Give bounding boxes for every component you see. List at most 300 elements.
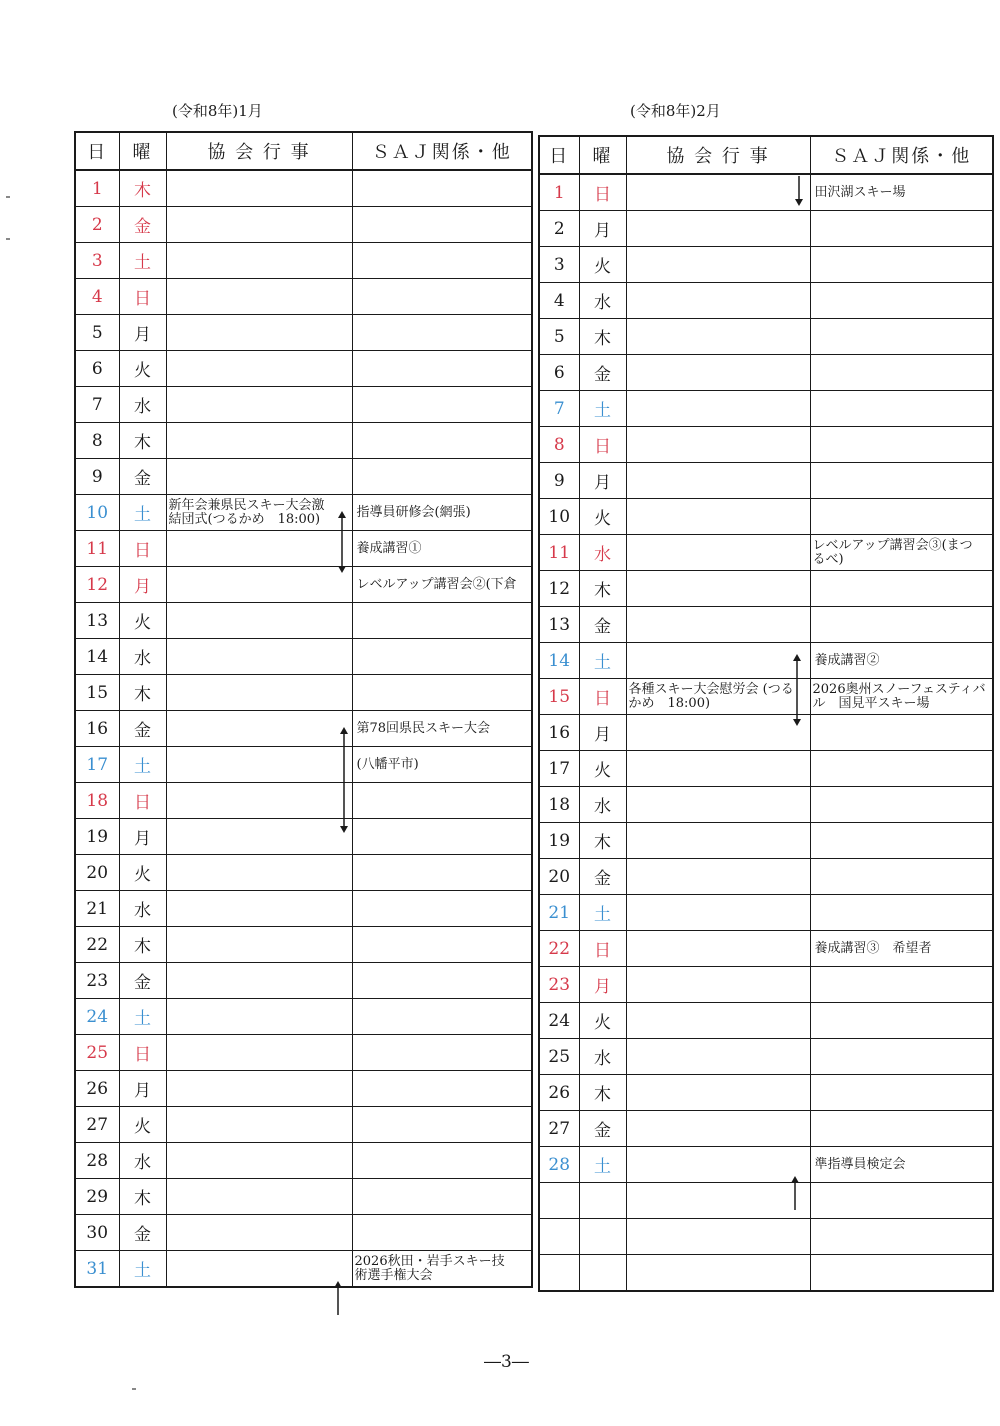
association-event-cell (626, 607, 810, 643)
weekday-cell: 月 (579, 715, 626, 751)
saj-event-cell (352, 891, 532, 927)
weekday-cell: 水 (579, 535, 626, 571)
table-row (539, 319, 993, 355)
association-event-cell (166, 1215, 352, 1251)
association-event-cell (166, 423, 352, 459)
day-cell: 22 (75, 927, 119, 963)
header-association-events: 協 会 行 事 (626, 136, 810, 174)
weekday-cell (579, 1255, 626, 1292)
day-cell: 8 (539, 427, 579, 463)
weekday-cell: 水 (119, 891, 166, 927)
day-cell: 3 (75, 243, 119, 279)
association-event-cell (166, 819, 352, 855)
saj-event-cell (352, 279, 532, 315)
arrow-jan-31 (332, 1281, 344, 1315)
table-row (75, 747, 532, 783)
day-cell: 7 (75, 387, 119, 423)
day-cell: 5 (75, 315, 119, 351)
scan-speck (6, 238, 10, 240)
table-row (539, 1147, 993, 1183)
saj-event-cell (810, 607, 993, 643)
association-event-cell (166, 639, 352, 675)
association-event-cell (166, 927, 352, 963)
weekday-cell: 土 (579, 895, 626, 931)
saj-event-cell (352, 495, 532, 531)
event-text: 準指導員検定会 (814, 1157, 906, 1172)
weekday-cell: 日 (579, 174, 626, 211)
header-association-events: 協 会 行 事 (166, 132, 352, 170)
saj-event-cell (810, 355, 993, 391)
header-row (75, 132, 532, 170)
table-row (539, 391, 993, 427)
day-cell: 27 (539, 1111, 579, 1147)
weekday-cell: 水 (119, 1143, 166, 1179)
day-cell: 13 (75, 603, 119, 639)
association-event-cell (166, 783, 352, 819)
table-row (75, 675, 532, 711)
day-cell: 21 (75, 891, 119, 927)
association-event-cell (626, 174, 810, 211)
saj-event-cell (810, 859, 993, 895)
day-cell: 24 (539, 1003, 579, 1039)
association-event-cell (626, 715, 810, 751)
table-row (75, 495, 532, 531)
day-cell: 29 (75, 1179, 119, 1215)
header-weekday: 曜 (119, 132, 166, 170)
event-text: ル 国見平スキー場 (812, 695, 930, 711)
february-title: (令和8年)2月 (630, 102, 721, 120)
weekday-cell: 土 (119, 495, 166, 531)
association-event-cell (626, 427, 810, 463)
event-text: 田沢湖スキー場 (814, 185, 906, 200)
saj-event-cell (352, 1215, 532, 1251)
saj-event-cell (810, 1039, 993, 1075)
weekday-cell: 土 (579, 391, 626, 427)
february-calendar-table (538, 135, 994, 1292)
table-row (75, 999, 532, 1035)
arrow-feb-1 (793, 176, 805, 206)
association-event-cell (166, 459, 352, 495)
saj-event-cell (352, 747, 532, 783)
day-cell: 26 (539, 1075, 579, 1111)
header-day: 日 (539, 136, 579, 174)
saj-event-cell (352, 1143, 532, 1179)
saj-event-cell (810, 931, 993, 967)
association-event-cell (626, 1183, 810, 1219)
weekday-cell: 火 (119, 603, 166, 639)
event-text: 養成講習① (356, 541, 422, 556)
association-event-cell (166, 747, 352, 783)
event-text: 2026奥州スノーフェスティバ (812, 681, 986, 697)
weekday-cell: 月 (119, 315, 166, 351)
weekday-cell: 木 (579, 319, 626, 355)
association-event-cell (626, 1147, 810, 1183)
weekday-cell: 日 (119, 783, 166, 819)
header-weekday: 曜 (579, 136, 626, 174)
day-cell: 28 (539, 1147, 579, 1183)
weekday-cell: 水 (579, 1039, 626, 1075)
weekday-cell: 月 (119, 567, 166, 603)
weekday-cell: 月 (579, 967, 626, 1003)
table-row (75, 1143, 532, 1179)
association-event-cell (626, 499, 810, 535)
table-row (75, 963, 532, 999)
day-cell: 26 (75, 1071, 119, 1107)
weekday-cell: 日 (119, 1035, 166, 1071)
saj-event-cell (810, 463, 993, 499)
day-cell: 17 (75, 747, 119, 783)
saj-event-cell (352, 603, 532, 639)
event-text: るべ) (812, 551, 844, 567)
table-row (539, 895, 993, 931)
association-event-cell (626, 535, 810, 571)
weekday-cell: 日 (119, 531, 166, 567)
saj-event-cell (810, 967, 993, 1003)
saj-event-cell (352, 999, 532, 1035)
weekday-cell: 火 (579, 247, 626, 283)
association-event-cell (166, 855, 352, 891)
day-cell: 4 (75, 279, 119, 315)
association-event-cell (166, 999, 352, 1035)
weekday-cell: 水 (119, 639, 166, 675)
saj-event-cell (352, 819, 532, 855)
association-event-cell (626, 355, 810, 391)
table-row (75, 855, 532, 891)
weekday-cell: 金 (119, 207, 166, 243)
table-row (75, 1107, 532, 1143)
association-event-cell (166, 1251, 352, 1288)
table-row (75, 891, 532, 927)
day-cell: 14 (75, 639, 119, 675)
header-row (539, 136, 993, 174)
saj-event-cell (810, 535, 993, 571)
saj-event-cell (352, 963, 532, 999)
weekday-cell: 月 (119, 819, 166, 855)
arrow-jan-16-18 (338, 727, 350, 833)
association-event-cell (626, 463, 810, 499)
table-row (539, 535, 993, 571)
saj-event-cell (352, 1179, 532, 1215)
table-row (75, 387, 532, 423)
weekday-cell: 金 (579, 1111, 626, 1147)
saj-event-cell (352, 675, 532, 711)
association-event-cell (166, 387, 352, 423)
saj-event-cell (810, 679, 993, 715)
saj-event-cell (810, 391, 993, 427)
weekday-cell (579, 1183, 626, 1219)
association-event-cell (626, 1075, 810, 1111)
day-cell: 2 (75, 207, 119, 243)
weekday-cell (579, 1219, 626, 1255)
table-row (539, 1255, 993, 1292)
weekday-cell: 土 (119, 243, 166, 279)
association-event-cell (166, 567, 352, 603)
arrow-jan-10-11 (336, 511, 348, 573)
table-row (539, 931, 993, 967)
day-cell: 12 (75, 567, 119, 603)
day-cell: 18 (539, 787, 579, 823)
table-row (75, 351, 532, 387)
association-event-cell (166, 675, 352, 711)
scan-speck (6, 196, 10, 198)
day-cell: 10 (75, 495, 119, 531)
weekday-cell: 土 (119, 747, 166, 783)
table-row (539, 643, 993, 679)
event-text: かめ 18:00) (628, 695, 711, 711)
weekday-cell: 日 (579, 427, 626, 463)
day-cell: 20 (75, 855, 119, 891)
weekday-cell: 金 (119, 459, 166, 495)
day-cell: 6 (539, 355, 579, 391)
day-cell: 4 (539, 283, 579, 319)
table-row (75, 207, 532, 243)
table-row (75, 1215, 532, 1251)
weekday-cell: 月 (579, 463, 626, 499)
association-event-cell (166, 243, 352, 279)
table-row (539, 427, 993, 463)
february-rows (539, 174, 993, 1291)
january-title: (令和8年)1月 (172, 102, 263, 120)
association-event-cell (166, 351, 352, 387)
day-cell: 31 (75, 1251, 119, 1288)
saj-event-cell (810, 787, 993, 823)
association-event-cell (626, 1111, 810, 1147)
table-row (75, 1251, 532, 1288)
weekday-cell: 日 (579, 679, 626, 715)
saj-event-cell (810, 283, 993, 319)
association-event-cell (626, 1003, 810, 1039)
weekday-cell: 月 (579, 211, 626, 247)
association-event-cell (626, 895, 810, 931)
saj-event-cell (810, 1255, 993, 1292)
day-cell: 12 (539, 571, 579, 607)
day-cell: 14 (539, 643, 579, 679)
weekday-cell: 火 (119, 351, 166, 387)
table-row (539, 1003, 993, 1039)
table-row (539, 1039, 993, 1075)
table-row (75, 243, 532, 279)
event-text: 養成講習③ 希望者 (814, 941, 932, 956)
saj-event-cell (352, 1071, 532, 1107)
association-event-cell (626, 391, 810, 427)
day-cell: 6 (75, 351, 119, 387)
weekday-cell: 金 (579, 355, 626, 391)
association-event-cell (166, 711, 352, 747)
saj-event-cell (810, 319, 993, 355)
saj-event-cell (352, 567, 532, 603)
saj-event-cell (352, 927, 532, 963)
weekday-cell: 金 (579, 859, 626, 895)
table-row (539, 823, 993, 859)
table-row (75, 1035, 532, 1071)
table-row (539, 571, 993, 607)
day-cell: 13 (539, 607, 579, 643)
weekday-cell: 日 (579, 931, 626, 967)
table-row (539, 174, 993, 211)
weekday-cell: 金 (119, 1215, 166, 1251)
table-row (75, 315, 532, 351)
day-cell: 21 (539, 895, 579, 931)
saj-event-cell (352, 315, 532, 351)
table-row (75, 170, 532, 207)
saj-event-cell (810, 174, 993, 211)
day-cell: 10 (539, 499, 579, 535)
day-cell (539, 1183, 579, 1219)
saj-event-cell (810, 715, 993, 751)
association-event-cell (626, 859, 810, 895)
header-saj-related: ＳＡＪ関係・他 (352, 132, 532, 170)
association-event-cell (626, 679, 810, 715)
day-cell (539, 1219, 579, 1255)
association-event-cell (626, 247, 810, 283)
table-row (75, 711, 532, 747)
weekday-cell: 木 (119, 927, 166, 963)
weekday-cell: 土 (579, 643, 626, 679)
table-row (75, 783, 532, 819)
saj-event-cell (810, 571, 993, 607)
saj-event-cell (810, 895, 993, 931)
event-text: 養成講習② (814, 653, 880, 668)
day-cell: 24 (75, 999, 119, 1035)
saj-event-cell (352, 1107, 532, 1143)
association-event-cell (626, 571, 810, 607)
association-event-cell (166, 1179, 352, 1215)
weekday-cell: 火 (119, 1107, 166, 1143)
weekday-cell: 水 (119, 387, 166, 423)
event-text: (八幡平市) (356, 757, 419, 772)
weekday-cell: 木 (579, 823, 626, 859)
table-row (539, 607, 993, 643)
day-cell: 22 (539, 931, 579, 967)
association-event-cell (626, 1039, 810, 1075)
table-row (539, 283, 993, 319)
arrow-feb-28 (789, 1176, 801, 1210)
table-row (75, 423, 532, 459)
day-cell: 9 (539, 463, 579, 499)
saj-event-cell (810, 1003, 993, 1039)
table-row (539, 787, 993, 823)
table-row (539, 1111, 993, 1147)
day-cell: 15 (539, 679, 579, 715)
day-cell: 16 (539, 715, 579, 751)
table-row (539, 211, 993, 247)
table-row (75, 819, 532, 855)
association-event-cell (166, 1143, 352, 1179)
day-cell: 16 (75, 711, 119, 747)
weekday-cell: 水 (579, 787, 626, 823)
weekday-cell: 火 (579, 499, 626, 535)
saj-event-cell (352, 711, 532, 747)
day-cell: 18 (75, 783, 119, 819)
weekday-cell: 木 (579, 571, 626, 607)
table-row (75, 279, 532, 315)
weekday-cell: 水 (579, 283, 626, 319)
table-row (75, 459, 532, 495)
association-event-cell (166, 891, 352, 927)
day-cell (539, 1255, 579, 1292)
day-cell: 19 (539, 823, 579, 859)
association-event-cell (626, 967, 810, 1003)
day-cell: 8 (75, 423, 119, 459)
association-event-cell (626, 751, 810, 787)
saj-event-cell (352, 639, 532, 675)
weekday-cell: 土 (579, 1147, 626, 1183)
association-event-cell (166, 170, 352, 207)
table-row (539, 355, 993, 391)
table-row (75, 1071, 532, 1107)
day-cell: 15 (75, 675, 119, 711)
association-event-cell (166, 531, 352, 567)
table-row (75, 603, 532, 639)
association-event-cell (166, 1107, 352, 1143)
table-row (75, 639, 532, 675)
association-event-cell (166, 963, 352, 999)
header-saj-related: ＳＡＪ関係・他 (810, 136, 993, 174)
association-event-cell (626, 643, 810, 679)
association-event-cell (166, 315, 352, 351)
weekday-cell: 木 (119, 675, 166, 711)
weekday-cell: 火 (579, 1003, 626, 1039)
association-event-cell (166, 279, 352, 315)
table-row (539, 499, 993, 535)
table-row (539, 1075, 993, 1111)
association-event-cell (626, 931, 810, 967)
day-cell: 23 (539, 967, 579, 1003)
weekday-cell: 木 (579, 1075, 626, 1111)
january-rows (75, 170, 532, 1287)
january-calendar-table (74, 131, 533, 1288)
association-event-cell (626, 1219, 810, 1255)
day-cell: 3 (539, 247, 579, 283)
association-event-cell (626, 211, 810, 247)
day-cell: 30 (75, 1215, 119, 1251)
saj-event-cell (810, 1183, 993, 1219)
event-text: 指導員研修会(網張) (356, 505, 471, 520)
weekday-cell: 土 (119, 999, 166, 1035)
header-day: 日 (75, 132, 119, 170)
day-cell: 17 (539, 751, 579, 787)
saj-event-cell (810, 499, 993, 535)
day-cell: 20 (539, 859, 579, 895)
saj-event-cell (352, 423, 532, 459)
table-row (75, 567, 532, 603)
day-cell: 23 (75, 963, 119, 999)
table-row (75, 1179, 532, 1215)
association-event-cell (626, 823, 810, 859)
association-event-cell (626, 319, 810, 355)
day-cell: 5 (539, 319, 579, 355)
association-event-cell (626, 787, 810, 823)
saj-event-cell (810, 1111, 993, 1147)
page-number: ―3― (484, 1352, 529, 1372)
day-cell: 19 (75, 819, 119, 855)
arrow-feb-14-15 (791, 654, 803, 726)
saj-event-cell (352, 351, 532, 387)
saj-event-cell (352, 243, 532, 279)
saj-event-cell (810, 1147, 993, 1183)
association-event-cell (626, 1255, 810, 1292)
weekday-cell: 月 (119, 1071, 166, 1107)
saj-event-cell (352, 207, 532, 243)
day-cell: 27 (75, 1107, 119, 1143)
day-cell: 25 (75, 1035, 119, 1071)
saj-event-cell (352, 1035, 532, 1071)
table-row (539, 715, 993, 751)
saj-event-cell (352, 459, 532, 495)
event-text: レベルアップ講習会③(まつ (812, 537, 973, 553)
day-cell: 28 (75, 1143, 119, 1179)
day-cell: 9 (75, 459, 119, 495)
